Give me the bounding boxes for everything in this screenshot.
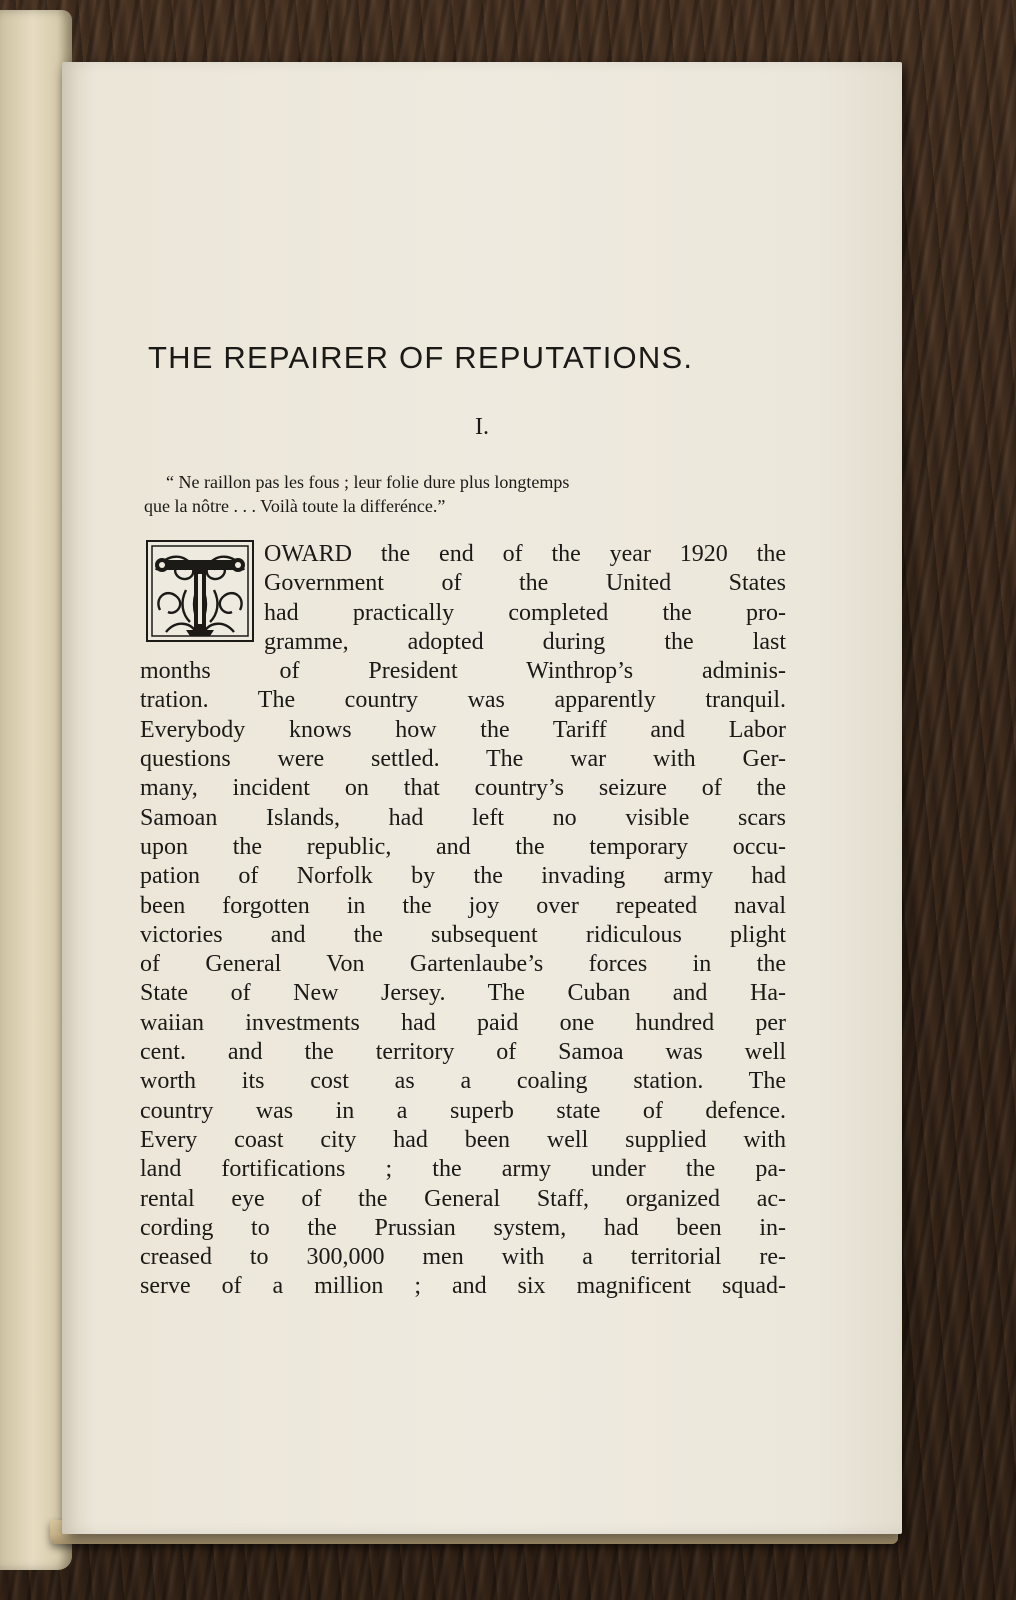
text-line: worth its cost as a coaling station. The	[140, 1068, 786, 1095]
story-title: THE REPAIRER OF REPUTATIONS.	[148, 340, 694, 375]
text-line: many, incident on that country’s seizure of the	[140, 775, 786, 802]
epigraph-line: “ Ne raillon pas les fous ; leur folie dure plus longtemps	[166, 472, 570, 492]
text-line: land fortifications ; the army under the pa-	[140, 1156, 786, 1183]
text-line: creased to 300,000 men with a territorial re-	[140, 1244, 786, 1271]
text-line: State of New Jersey. The Cuban and Ha-	[140, 980, 786, 1007]
text-line: victories and the subsequent ridiculous plight	[140, 921, 786, 948]
epigraph	[144, 470, 784, 518]
text-line: of General Von Gartenlaube’s forces in the	[140, 951, 786, 978]
text-line: Every coast city had been well supplied with	[140, 1126, 786, 1153]
epigraph-line: que la nôtre . . . Voilà toute la differénce.”	[144, 496, 446, 516]
text-line: had practically completed the pro-	[264, 599, 786, 626]
text-line: Everybody knows how the Tariff and Labor	[140, 716, 786, 743]
text-line: serve of a million ; and six magnificent squad-	[140, 1273, 786, 1300]
chapter-number: I.	[475, 414, 489, 440]
body-text	[140, 540, 786, 1302]
text-line: tration. The country was apparently tranquil.	[140, 687, 786, 714]
text-line: months of President Winthrop’s adminis-	[140, 658, 786, 685]
text-line: pation of Norfolk by the invading army had	[140, 863, 786, 890]
text-line: waiian investments had paid one hundred per	[140, 1009, 786, 1036]
text-line: country was in a superb state of defence.	[140, 1097, 786, 1124]
text-line: upon the republic, and the temporary occu-	[140, 833, 786, 860]
text-line: cent. and the territory of Samoa was well	[140, 1039, 786, 1066]
text-line: Government of the United States	[264, 570, 786, 597]
text-line: Samoan Islands, had left no visible scars	[140, 804, 786, 831]
text-line: been forgotten in the joy over repeated naval	[140, 892, 786, 919]
book-page	[62, 62, 902, 1534]
text-line: OWARD the end of the year 1920 the	[264, 541, 786, 567]
text-line: questions were settled. The war with Ger-	[140, 746, 786, 773]
text-line: cording to the Prussian system, had been in-	[140, 1214, 786, 1241]
text-line: gramme, adopted during the last	[264, 628, 786, 655]
text-line: rental eye of the General Staff, organized ac-	[140, 1185, 786, 1212]
